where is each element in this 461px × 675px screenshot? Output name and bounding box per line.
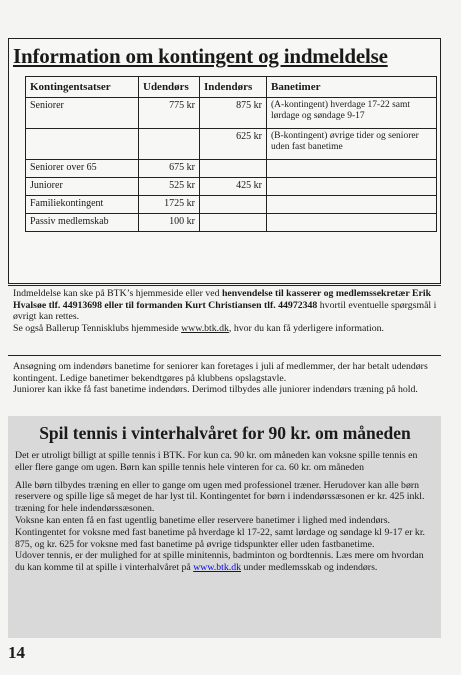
membership-text-end: hvortil eventuelle spørgsmål i øvrigt kan rettes.: [13, 299, 437, 323]
other-sports-text-end: under medlemsskab og indendørs.: [241, 562, 378, 574]
membership-section: [8, 285, 441, 356]
indoor-courts-section: [8, 360, 441, 414]
cell-outdoor: 775 kr: [139, 98, 200, 129]
cell-outdoor: [139, 129, 200, 160]
cell-category: Passiv medlemskab: [26, 214, 139, 232]
cell-indoor: 625 kr: [200, 129, 267, 160]
other-sports-text: Udover tennis, er der mulighed for at spille minitennis, badminton og bordtennis. Læs mere om hvordan du kan komme til at spille i vinterhalvåret på: [15, 550, 424, 574]
cell-indoor: [200, 160, 267, 178]
cell-court: [267, 178, 437, 196]
winter-title: Spil tennis i vinterhalvåret for 90 kr. om måneden: [39, 423, 411, 443]
cell-court: [267, 160, 437, 178]
cell-outdoor: 525 kr: [139, 178, 200, 196]
winter-body: [15, 450, 435, 574]
cell-outdoor: 1725 kr: [139, 196, 200, 214]
cell-court: [267, 196, 437, 214]
table-row: [26, 129, 437, 160]
winter-tennis-box: [8, 416, 441, 638]
cell-outdoor: 100 kr: [139, 214, 200, 232]
btk-website-link[interactable]: www.btk.dk: [181, 322, 229, 334]
membership-paragraph: [13, 288, 437, 323]
page-number: 14: [8, 643, 25, 662]
website-paragraph: [13, 323, 437, 335]
cell-indoor: [200, 214, 267, 232]
cell-indoor: 425 kr: [200, 178, 267, 196]
cell-category: Juniorer: [26, 178, 139, 196]
winter-paragraph-price: Det er utroligt billigt at spille tennis i BTK. For kun ca. 90 kr. om måneden kan voksne spille tennis en eller flere gange om ugen. Børn kan spille tennis hele vinteren for ca. 60 kr. om måneden: [15, 450, 418, 473]
website-text: Se også Ballerup Tennisklubs hjemmeside: [13, 322, 182, 334]
cell-category: [26, 129, 139, 160]
winter-paragraph-adults: Voksne kan enten få en fast ugentlig banetime eller reservere banetimer i lighed med indendørs. Kontingentet for voksne med fast banetime på hverdage kl 17-22, samt lørdage og søndage kl 9-17 er kr. 875, og kr. 625 for voksne med fast banetime på øvrige tidspunkter eller uden fastbanetime.: [15, 514, 425, 550]
cell-court: [267, 214, 437, 232]
header-court: Banetimer: [267, 77, 437, 98]
table-row: [26, 214, 437, 232]
header-category: Kontingentsatser: [26, 77, 139, 98]
cell-category: Seniorer: [26, 98, 139, 129]
cell-category: Familiekontingent: [26, 196, 139, 214]
header-indoor: Indendørs: [200, 77, 267, 98]
website-text-end: , hvor du kan få yderligere information.: [228, 322, 384, 334]
info-box: [8, 38, 441, 284]
membership-contact: henvendelse til kasserer og medlemssekretær Erik Hvalsøe tlf. 44913698 eller til formanden Kurt Christiansen tlf. 44972348: [13, 288, 432, 311]
table-row: [26, 196, 437, 214]
header-outdoor: Udendørs: [139, 77, 200, 98]
membership-text: Indmeldelse kan ske på BTK’s hjemmeside eller ved: [13, 288, 222, 299]
junior-indoor-training: Juniorer kan ikke få fast banetime indendørs. Derimod tilbydes alle juniorer indendørs træning på hold.: [13, 384, 418, 396]
winter-paragraph-other-sports: [15, 550, 435, 574]
cell-court: (A-kontingent) hverdage 17-22 samt lørdage og søndage 9-17: [267, 98, 437, 129]
indoor-court-application: Ansøgning om indendørs banetime for seniorer kan foretages i juli af medlemmer, der har betalt udendørs kontingent. Ledige banetimer bekendtgøres på klubbens opslagstavle.: [13, 361, 428, 384]
fees-table: [25, 76, 437, 232]
cell-category: Seniorer over 65: [26, 160, 139, 178]
cell-court: (B-kontingent) øvrige tider og seniorer uden fast banetime: [267, 129, 437, 160]
cell-indoor: [200, 196, 267, 214]
table-row: [26, 178, 437, 196]
table-header-row: [26, 77, 437, 98]
cell-outdoor: 675 kr: [139, 160, 200, 178]
winter-btk-link[interactable]: www.btk.dk: [193, 562, 242, 574]
winter-paragraph-children: Alle børn tilbydes træning en eller to gange om ugen med professionel træner. Herudover kan alle børn reservere og spille lige så meget de har lyst til. Kontingentet for børn i indendørssæsonen er kr. 425 inkl. træning for hele indendørssæsonen.: [15, 479, 425, 515]
info-title: Information om kontingent og indmeldelse: [13, 44, 388, 68]
table-row: [26, 160, 437, 178]
cell-indoor: 875 kr: [200, 98, 267, 129]
table-row: [26, 98, 437, 129]
